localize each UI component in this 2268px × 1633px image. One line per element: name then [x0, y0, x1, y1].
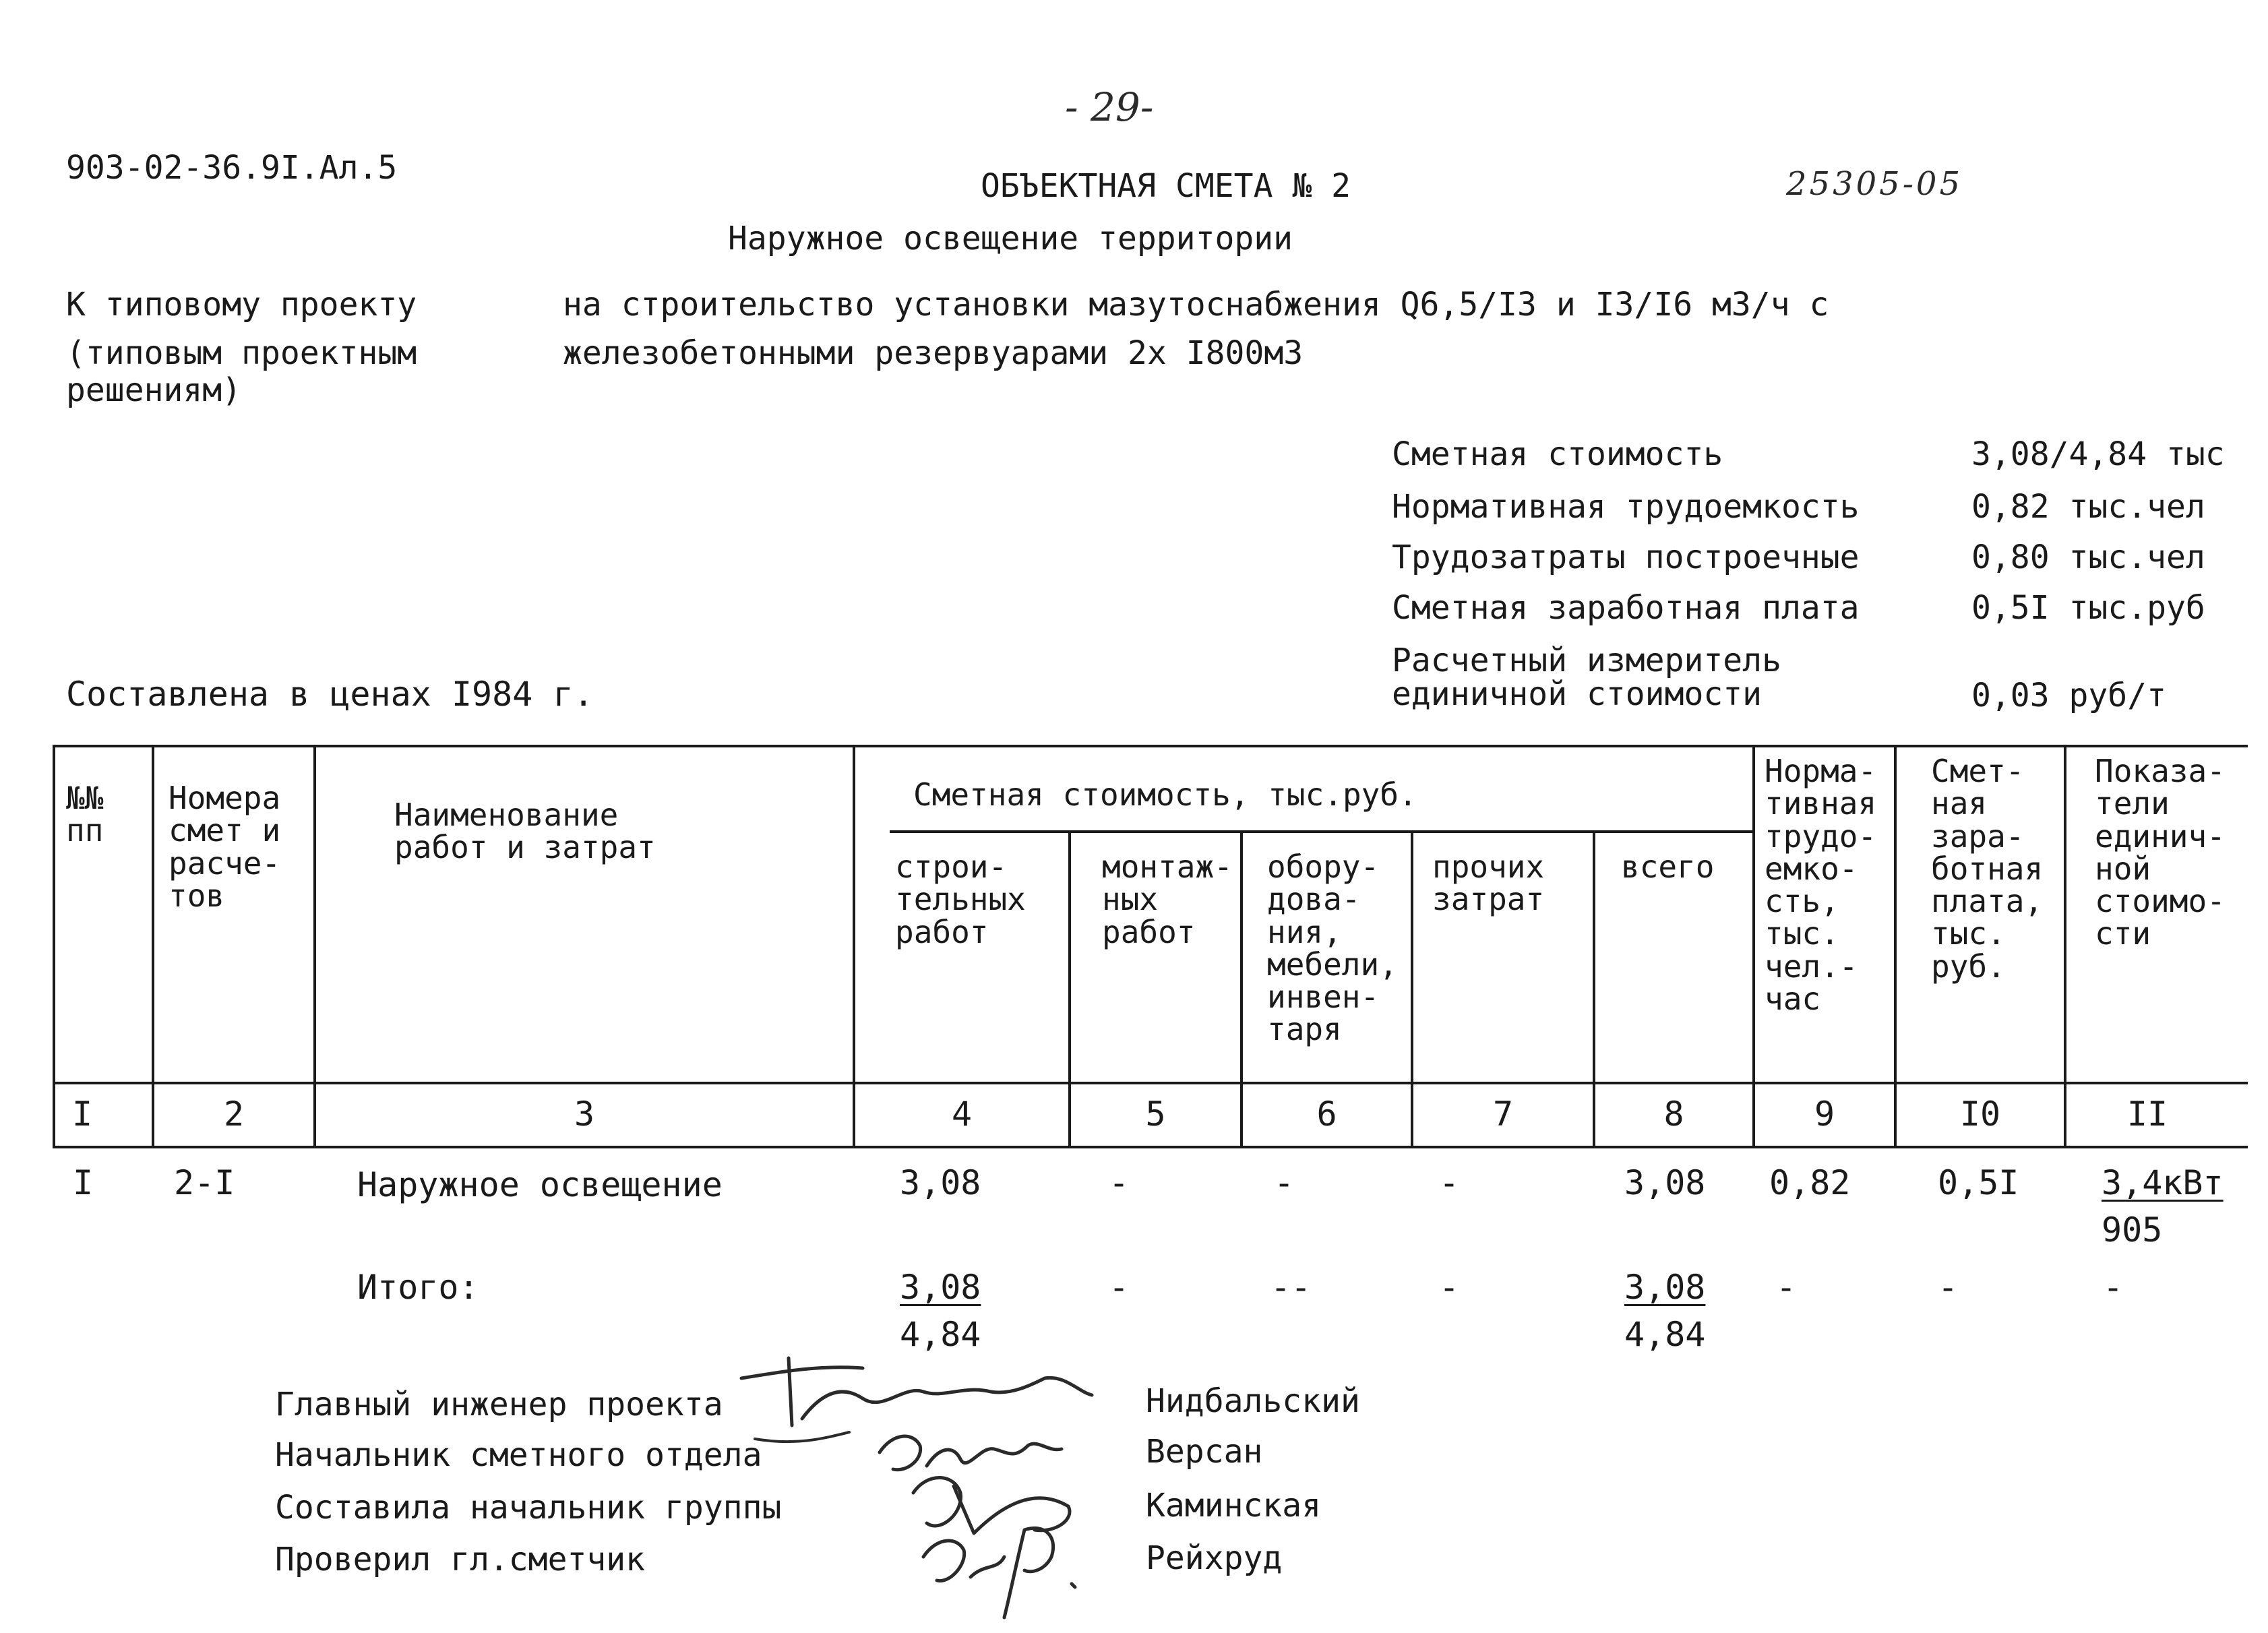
summary-value-1: 3,08/4,84 тыс [1971, 435, 2225, 473]
colnum-bottom-line [53, 1146, 2248, 1148]
header-other: прочих затрат [1432, 849, 1545, 918]
col-number-6: 6 [1316, 1095, 1337, 1134]
col-number-4: 4 [951, 1095, 973, 1134]
row-indicator-bottom: 905 [2102, 1210, 2163, 1250]
header-num: №№ пп [66, 780, 104, 849]
col-border-2 [313, 745, 316, 1146]
table-top-border [53, 745, 2248, 747]
project-label-line-3: решениям) [66, 371, 242, 409]
project-label-line-1: К типовому проекту [66, 286, 417, 323]
header-mount: монтаж- ных работ [1102, 849, 1233, 950]
signature-role-3: Составила начальник группы [275, 1489, 782, 1527]
total-wage: - [1938, 1268, 1959, 1307]
signature-role-4: Проверил гл.сметчик [275, 1541, 646, 1578]
col-border-9 [1894, 745, 1897, 1146]
summary-label-5: Расчетный измеритель единичной стоимости [1392, 642, 1781, 714]
row-build: 3,08 [900, 1163, 981, 1202]
cost-subheader-line [890, 830, 1752, 833]
total-labor: - [1776, 1268, 1797, 1307]
signature-role-2: Начальник сметного отдела [275, 1436, 762, 1474]
archive-number: 25305-05 [1786, 165, 1963, 203]
total-total-bottom: 4,84 [1624, 1315, 1706, 1354]
signature-name-4: Рейхруд [1146, 1539, 1283, 1577]
document-title: ОБЪЕКТНАЯ СМЕТА № 2 [981, 167, 1351, 205]
col-border-1 [152, 745, 154, 1146]
col-number-10: I0 [1959, 1095, 2001, 1134]
summary-value-4: 0,5I тыс.руб [1971, 589, 2205, 627]
row-other: - [1439, 1163, 1460, 1202]
total-indicators: - [2103, 1268, 2124, 1307]
page-number: - 29- [1065, 84, 1154, 130]
total-build-top: 3,08 [900, 1268, 981, 1307]
row-labor: 0,82 [1769, 1163, 1851, 1202]
row-name: Наружное освещение [357, 1165, 723, 1204]
row-wage: 0,5I [1938, 1163, 2019, 1202]
header-equip: обору- дова- ния, мебели, инвен- таря [1267, 849, 1398, 1048]
signature-name-2: Версан [1146, 1433, 1263, 1471]
col-border-10 [2064, 745, 2066, 1146]
col-number-9: 9 [1814, 1095, 1835, 1134]
row-num: I [73, 1163, 94, 1202]
summary-value-2: 0,82 тыс.чел [1971, 488, 2205, 526]
col-border-3 [853, 745, 855, 1146]
col-border-8 [1752, 745, 1755, 1146]
total-label: Итого: [357, 1268, 479, 1307]
project-label-line-2: (типовым проектным [66, 334, 417, 372]
prices-note: Составлена в ценах I984 г. [66, 675, 594, 714]
summary-label-1: Сметная стоимость [1392, 435, 1723, 473]
header-cost-group: Сметная стоимость, тыс.руб. [913, 776, 1417, 813]
header-total: всего [1621, 849, 1715, 885]
project-text-line-1: на строительство установки мазутоснабжения Q6,5/I3 и I3/I6 м3/ч с [563, 286, 1829, 323]
signature-scribble-4 [910, 1516, 1085, 1624]
col-number-3: 3 [574, 1095, 595, 1134]
total-total-top: 3,08 [1624, 1268, 1706, 1307]
row-total: 3,08 [1624, 1163, 1706, 1202]
total-equip: -- [1270, 1268, 1312, 1307]
signature-name-3: Каминская [1146, 1487, 1322, 1524]
col-number-5: 5 [1145, 1095, 1166, 1134]
col-number-1: I [71, 1095, 93, 1134]
col-number-7: 7 [1492, 1095, 1514, 1134]
summary-label-2: Нормативная трудоемкость [1392, 488, 1860, 526]
signature-role-1: Главный инженер проекта [275, 1386, 723, 1423]
header-bottom-line [53, 1082, 2248, 1084]
document-code: 903-02-36.9I.Ал.5 [66, 149, 398, 187]
summary-label-3: Трудозатраты построечные [1392, 538, 1860, 576]
header-build: строи- тельных работ [895, 849, 1026, 950]
summary-label-4: Сметная заработная плата [1392, 589, 1860, 627]
total-other: - [1439, 1268, 1460, 1307]
col-number-11: II [2126, 1095, 2168, 1134]
signature-name-1: Нидбальский [1146, 1382, 1360, 1420]
row-mount: - [1109, 1163, 1130, 1202]
header-wage: Смет- ная зара- ботная плата, тыс. руб. [1931, 753, 2044, 985]
project-text-line-2: железобетонными резервуарами 2х I800м3 [563, 334, 1304, 372]
total-mount: - [1109, 1268, 1130, 1307]
summary-value-5: 0,03 руб/т [1971, 677, 2166, 714]
col-number-8: 8 [1663, 1095, 1684, 1134]
header-smeta: Номера смет и расче- тов [168, 780, 281, 914]
row-smeta: 2-I [174, 1163, 235, 1202]
col-number-2: 2 [223, 1095, 245, 1134]
summary-value-3: 0,80 тыс.чел [1971, 538, 2205, 576]
row-equip: - [1274, 1163, 1295, 1202]
col-border-0 [53, 745, 55, 1146]
header-name: Наименование работ и затрат [394, 797, 656, 866]
header-indicators: Показа- тели единич- ной стоимо- сти [2095, 753, 2226, 952]
document-subtitle: Наружное освещение территории [728, 220, 1293, 257]
header-labor: Норма- тивная трудо- емко- сть, тыс. чел.- час [1765, 753, 1877, 1018]
total-build-bottom: 4,84 [900, 1315, 981, 1354]
row-indicator-top: 3,4кВт [2102, 1163, 2224, 1202]
